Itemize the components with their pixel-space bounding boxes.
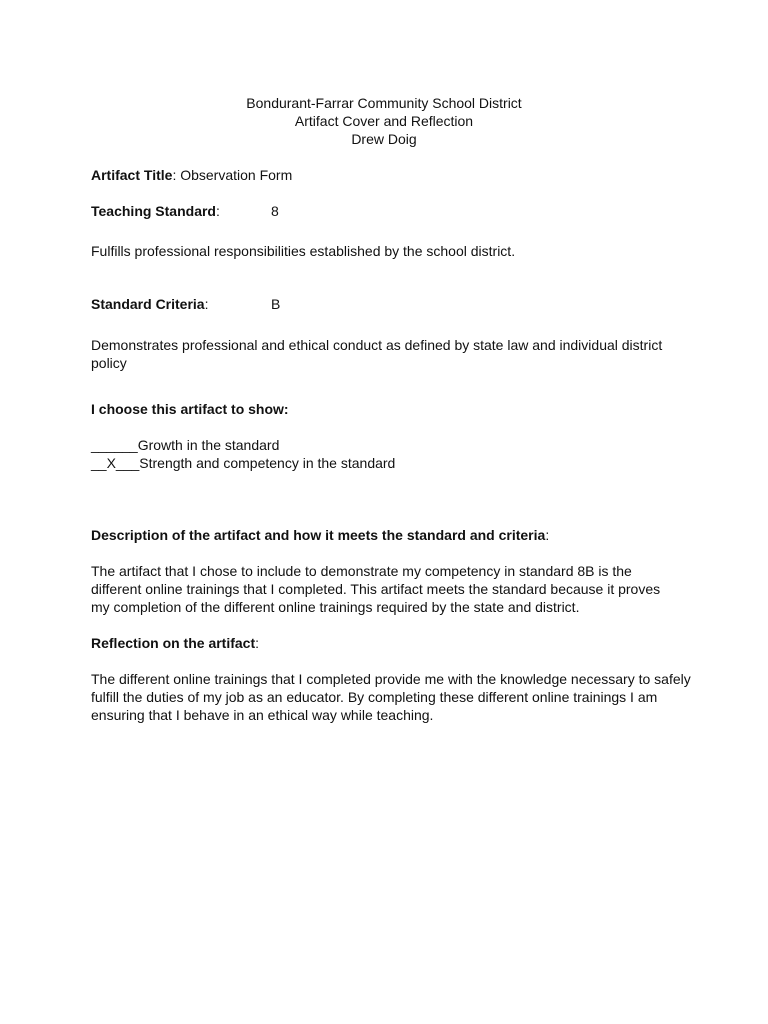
choice-growth-text: Growth in the standard <box>137 437 280 453</box>
standard-criteria-label: Standard Criteria <box>91 296 205 312</box>
document-header <box>91 94 677 148</box>
document-title: Artifact Cover and Reflection <box>294 113 474 129</box>
teaching-standard-colon: : <box>215 203 220 219</box>
description-body: The artifact that I chose to include to demonstrate my competency in standard 8B is the different online trainings that I completed. This artifact meets the standard because it proves my completion of the different online trainings required by the state and district. <box>91 563 661 615</box>
teaching-standard-line <box>91 202 691 220</box>
choose-heading: I choose this artifact to show: <box>91 401 289 417</box>
description-colon: : <box>545 527 550 543</box>
reflection-body: The different online trainings that I completed provide me with the knowledge necessary to safely fulfill the duties of my job as an educator. By completing these different online trainings I am ensuring that I behave in an ethical way while teaching. <box>91 671 691 723</box>
document-page <box>91 94 691 724</box>
description-heading: Description of the artifact and how it meets the standard and criteria <box>91 527 546 543</box>
choice-strength-mark: __X___ <box>91 455 140 471</box>
choice-growth-mark: ______ <box>91 437 138 453</box>
standard-description: Fulfills professional responsibilities established by the school district. <box>91 243 516 259</box>
teaching-standard-value: 8 <box>271 203 279 219</box>
artifact-title-line <box>91 166 691 184</box>
reflection-heading: Reflection on the artifact <box>91 635 256 651</box>
district-name: Bondurant-Farrar Community School District <box>246 95 522 111</box>
standard-criteria-line <box>91 295 691 313</box>
choice-growth <box>91 436 691 454</box>
standard-criteria-colon: : <box>204 296 209 312</box>
choice-strength-text: Strength and competency in the standard <box>139 455 396 471</box>
reflection-colon: : <box>255 635 260 651</box>
author-name: Drew Doig <box>351 131 417 147</box>
teaching-standard-label: Teaching Standard <box>91 203 216 219</box>
reflection-heading-line <box>91 634 691 652</box>
standard-criteria-value: B <box>271 296 281 312</box>
artifact-title-label: Artifact Title <box>91 167 173 183</box>
artifact-title-value: : Observation Form <box>172 167 293 183</box>
choice-strength <box>91 454 691 472</box>
description-heading-line <box>91 526 691 544</box>
criteria-description: Demonstrates professional and ethical conduct as defined by state law and individual district policy <box>91 337 663 371</box>
